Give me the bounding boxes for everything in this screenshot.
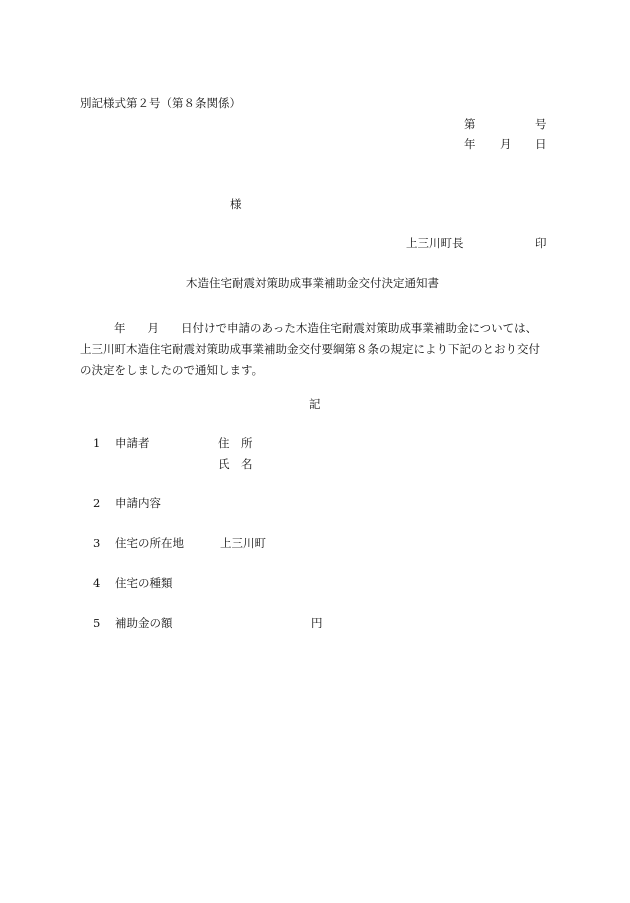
item-5-unit: 円: [311, 616, 323, 630]
sender-title: 上三川町長: [406, 236, 464, 250]
date-year: 年: [464, 137, 476, 151]
addressee-honorific: 様: [230, 197, 242, 211]
item-5-label: 補助金の額: [115, 616, 173, 630]
date-day: 日: [535, 137, 547, 151]
item-3-number: 3: [93, 536, 101, 550]
item-2-number: 2: [93, 496, 101, 510]
seal-mark: 印: [535, 236, 547, 250]
document-title: 木造住宅耐震対策助成事業補助金交付決定通知書: [186, 276, 439, 290]
item-2-label: 申請内容: [115, 496, 161, 510]
item-3-label: 住宅の所在地: [115, 536, 184, 550]
form-label: 別記様式第２号（第８条関係）: [80, 96, 241, 110]
number-prefix: 第: [464, 117, 476, 131]
item-4-label: 住宅の種類: [115, 576, 173, 590]
item-3-value: 上三川町: [220, 536, 266, 550]
body-line-1: [80, 318, 550, 339]
item-5-number: 5: [93, 616, 101, 630]
body-line-1-text: 日付けで申請のあった木造住宅耐震対策助成事業補助金については、: [181, 321, 538, 335]
item-4-number: 4: [93, 576, 101, 590]
date-month: 月: [500, 137, 512, 151]
number-suffix: 号: [535, 117, 547, 131]
body-year: 年: [114, 321, 126, 335]
item-1-address-label: 住 所: [218, 436, 253, 450]
body-line-2: 上三川町木造住宅耐震対策助成事業補助金交付要綱第８条の規定により下記のとおり交付: [80, 342, 540, 356]
item-1-number: 1: [93, 436, 101, 450]
body-month: 月: [147, 321, 159, 335]
body-line-3: の決定をしましたので通知します。: [80, 363, 264, 377]
item-1-label: 申請者: [115, 436, 150, 450]
ki-heading: 記: [309, 397, 321, 411]
item-1-name-label: 氏 名: [218, 457, 253, 471]
body-paragraph: [80, 318, 550, 381]
